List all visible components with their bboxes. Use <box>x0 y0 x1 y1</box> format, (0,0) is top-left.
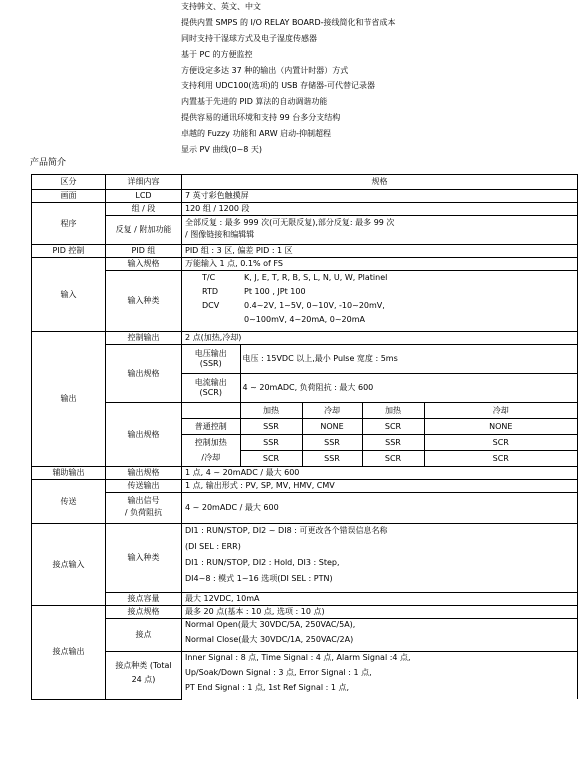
table-row <box>182 435 577 451</box>
input-type-value: Pt 100 , JPt 100 <box>244 287 306 296</box>
detail-cell: 组 / 段 <box>106 203 182 216</box>
table-row <box>32 493 578 524</box>
detail-line: 24 点) <box>131 675 156 685</box>
list-item <box>200 287 574 301</box>
table-row <box>32 345 578 403</box>
detail-cell: 传送输出 <box>106 480 182 493</box>
sub-cell: 普通控制 <box>182 419 240 435</box>
feature-list <box>181 2 581 161</box>
spec-line: / 图像链接和编辑辑 <box>185 230 255 239</box>
input-type-list <box>200 273 574 329</box>
detail-cell: 输出规格 <box>106 467 182 480</box>
label-line: 电压输出 <box>194 349 227 358</box>
sub-cell: SSR <box>302 451 362 467</box>
detail-cell <box>106 652 182 700</box>
spec-table <box>31 174 578 700</box>
output-type-spec: 电压 : 15VDC 以上,最小 Pulse 宽度 : 5ms <box>240 345 577 374</box>
sub-cell: SSR <box>362 435 424 451</box>
input-type-value: K, J, E, T, R, B, S, L, N, U, W, Platinel <box>244 273 388 282</box>
spec-cell <box>182 524 578 593</box>
table-row <box>32 606 578 619</box>
table-row <box>32 593 578 606</box>
table-row <box>182 451 577 467</box>
detail-cell: LCD <box>106 190 182 203</box>
table-row <box>32 271 578 332</box>
sub-cell: SCR <box>424 435 577 451</box>
sub-header <box>182 403 240 419</box>
header-category: 区分 <box>32 175 106 190</box>
output-type-spec: 4 ~ 20mADC, 负荷阻抗 : 最大 600 <box>240 374 577 403</box>
output-type-label <box>182 374 240 403</box>
header-spec: 规格 <box>182 175 578 190</box>
spec-cell <box>182 619 578 652</box>
section-title: 产品简介 <box>30 158 67 168</box>
detail-cell: 接点规格 <box>106 606 182 619</box>
detail-cell: 输入种类 <box>106 271 182 332</box>
spec-cell <box>182 345 578 403</box>
category-cell: 画面 <box>32 190 106 203</box>
detail-cell: 反复 / 附加功能 <box>106 216 182 245</box>
output-type-label <box>182 345 240 374</box>
category-cell: 接点输出 <box>32 606 106 700</box>
spec-line: Inner Signal : 8 点, Time Signal : 4 点, Alarm Signal :4 点, <box>185 653 411 662</box>
feature-item: 基于 PC 的方便监控 <box>181 49 253 59</box>
table-row <box>32 245 578 258</box>
spec-cell: 2 点(加热,冷却) <box>182 332 578 345</box>
input-type-key: T/C <box>202 273 216 282</box>
detail-line: / 负荷阻抗 <box>124 508 163 517</box>
table-row <box>32 403 578 467</box>
sub-cell: NONE <box>424 419 577 435</box>
table-row <box>182 419 577 435</box>
sub-cell: SCR <box>362 451 424 467</box>
table-row <box>182 403 577 419</box>
table-row <box>182 345 577 374</box>
detail-cell: 输出规格 <box>106 403 182 467</box>
spec-cell: 最多 20 点(基本 : 10 点, 选项 : 10 点) <box>182 606 578 619</box>
list-item <box>200 273 574 287</box>
spec-cell: 1 点, 4 ~ 20mADC / 最大 600 <box>182 467 578 480</box>
spec-cell: PID 组 : 3 区, 偏差 PID : 1 区 <box>182 245 578 258</box>
sub-cell: /冷却 <box>182 451 240 467</box>
category-cell: 传送 <box>32 480 106 524</box>
detail-cell: 输入种类 <box>106 524 182 593</box>
detail-cell: 输出规格 <box>106 345 182 403</box>
feature-item: 方便设定多达 37 种的输出（内置计时器）方式 <box>181 65 349 75</box>
spec-line: PT End Signal : 1 点, 1st Ref Signal : 1 点, <box>185 683 350 692</box>
spec-cell: 4 ~ 20mADC / 最大 600 <box>182 493 578 524</box>
table-row <box>32 480 578 493</box>
table-row <box>32 203 578 216</box>
input-type-value: 0~100mV, 4~20mA, 0~20mA <box>244 315 365 324</box>
spec-cell <box>182 216 578 245</box>
detail-cell: 接点 <box>106 619 182 652</box>
spec-cell: 1 点, 输出形式 : PV, SP, MV, HMV, CMV <box>182 480 578 493</box>
spec-cell: 万能输入 1 点, 0.1% of FS <box>182 258 578 271</box>
table-row <box>32 258 578 271</box>
spec-line: DI1 : RUN/STOP, DI2 ~ DI8 : 可更改各个错误信息名称 <box>185 526 388 535</box>
sub-header: 加热 <box>362 403 424 419</box>
table-row <box>32 652 578 700</box>
sub-cell: SCR <box>240 451 302 467</box>
feature-item: 卓越的 Fuzzy 功能和 ARW 启动-抑制超程 <box>181 129 332 139</box>
spec-cell <box>182 403 578 467</box>
table-row <box>32 524 578 593</box>
detail-cell: 接点容量 <box>106 593 182 606</box>
table-header-row <box>32 175 578 190</box>
list-item <box>200 301 574 315</box>
spec-cell: 7 英寸彩色触摸屏 <box>182 190 578 203</box>
spec-cell <box>182 652 578 700</box>
table-row <box>32 216 578 245</box>
sub-cell: SSR <box>240 419 302 435</box>
output-spec-subtable <box>182 345 577 402</box>
label-line: (SSR) <box>199 359 222 368</box>
table-row <box>32 619 578 652</box>
sub-cell: SCR <box>424 451 577 467</box>
spec-cell: 最大 12VDC, 10mA <box>182 593 578 606</box>
detail-cell: 输入规格 <box>106 258 182 271</box>
detail-cell <box>106 493 182 524</box>
sub-cell: 控制加热 <box>182 435 240 451</box>
header-detail: 详细内容 <box>106 175 182 190</box>
feature-item: 显示 PV 曲线(0~8 天) <box>181 145 263 155</box>
detail-line: 输出信号 <box>127 496 160 505</box>
category-cell: PID 控制 <box>32 245 106 258</box>
spec-cell: 120 组 / 1200 段 <box>182 203 578 216</box>
output-mode-subtable <box>182 403 577 466</box>
spec-line: Normal Open(最大 30VDC/5A, 250VAC/5A), <box>185 620 356 629</box>
sub-cell: SSR <box>302 435 362 451</box>
label-line: 电流输出 <box>194 378 227 387</box>
input-type-value: 0.4~2V, 1~5V, 0~10V, -10~20mV, <box>244 301 385 310</box>
spec-line: DI4~8 : 模式 1~16 选项(DI SEL : PTN) <box>185 574 333 583</box>
label-line: (SCR) <box>199 388 222 397</box>
feature-item: 支持韩文、英文、中文 <box>181 2 261 11</box>
input-type-key <box>200 315 242 329</box>
table-row <box>32 190 578 203</box>
category-cell: 接点输入 <box>32 524 106 606</box>
sub-header: 加热 <box>240 403 302 419</box>
detail-line: 接点种类 (Total <box>115 661 172 671</box>
feature-item: 支持利用 UDC100(选项)的 USB 存储器-可代替记录器 <box>181 81 376 91</box>
spec-line: 全部反复 : 最多 999 次(可无限反复),部分反复: 最多 99 次 <box>185 218 395 227</box>
table-row <box>32 467 578 480</box>
table-row <box>182 374 577 403</box>
table-row <box>32 332 578 345</box>
spec-line: Normal Close(最大 30VDC/1A, 250VAC/2A) <box>185 635 354 644</box>
feature-item: 内置基于先进的 PID 算法的自动调谐功能 <box>181 97 328 107</box>
input-type-key: RTD <box>202 287 219 296</box>
sub-header: 冷却 <box>424 403 577 419</box>
sub-cell: NONE <box>302 419 362 435</box>
input-type-key: DCV <box>202 301 220 310</box>
feature-item: 同时支持干湿球方式及电子湿度传感器 <box>181 33 317 43</box>
spec-cell <box>182 271 578 332</box>
category-cell: 程序 <box>32 203 106 245</box>
sub-cell: SSR <box>240 435 302 451</box>
sub-header: 冷却 <box>302 403 362 419</box>
list-item <box>200 315 574 329</box>
category-cell: 输入 <box>32 258 106 332</box>
sub-cell: SCR <box>362 419 424 435</box>
spec-line: (DI SEL : ERR) <box>185 542 241 551</box>
feature-item: 提供容易的通讯环境和支持 99 台多分支结构 <box>181 113 341 123</box>
spec-line: Up/Soak/Down Signal : 3 点, Error Signal : 1 点, <box>185 668 372 677</box>
spec-line: DI1 : RUN/STOP, DI2 : Hold, DI3 : Step, <box>185 558 340 567</box>
detail-cell: PID 组 <box>106 245 182 258</box>
category-cell: 辅助输出 <box>32 467 106 480</box>
category-cell: 输出 <box>32 332 106 467</box>
detail-cell: 控制输出 <box>106 332 182 345</box>
feature-item: 提供内置 SMPS 的 I/O RELAY BOARD-接线简化和节省成本 <box>181 17 396 27</box>
